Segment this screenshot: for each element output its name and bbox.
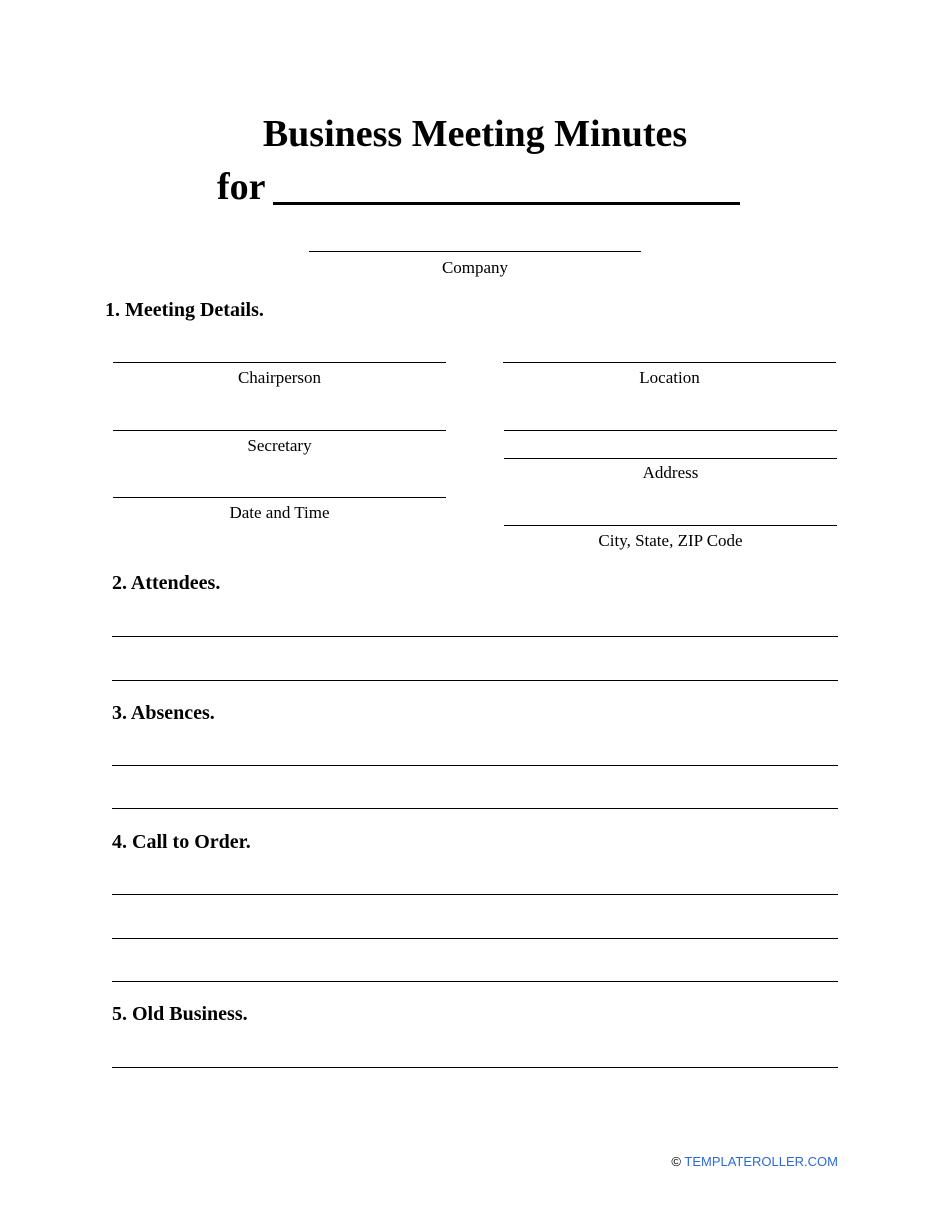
- location-blank[interactable]: [503, 362, 836, 363]
- title-for-word: for: [217, 166, 266, 208]
- company-label: Company: [441, 258, 509, 277]
- call-to-order-line-1[interactable]: [112, 894, 838, 895]
- copyright-symbol: ©: [671, 1154, 681, 1169]
- attendees-line-2[interactable]: [112, 680, 838, 681]
- page-title: Business Meeting Minutes: [262, 113, 688, 155]
- section-heading-old-business: 5. Old Business.: [112, 1003, 248, 1025]
- footer-credit: [671, 1154, 838, 1170]
- date-time-blank[interactable]: [113, 497, 446, 498]
- chairperson-label: Chairperson: [237, 368, 322, 387]
- attendees-line-1[interactable]: [112, 636, 838, 637]
- call-to-order-line-3[interactable]: [112, 981, 838, 982]
- secretary-label: Secretary: [247, 436, 312, 455]
- meeting-subject-blank[interactable]: [273, 202, 740, 205]
- address-label: Address: [642, 463, 699, 482]
- absences-line-1[interactable]: [112, 765, 838, 766]
- section-heading-meeting-details: 1. Meeting Details.: [105, 299, 264, 321]
- call-to-order-line-2[interactable]: [112, 938, 838, 939]
- city-state-zip-blank[interactable]: [504, 525, 837, 526]
- city-state-zip-label: City, State, ZIP Code: [598, 531, 743, 550]
- company-blank[interactable]: [309, 251, 641, 252]
- templateroller-link[interactable]: TEMPLATEROLLER.COM: [684, 1154, 838, 1169]
- section-heading-call-to-order: 4. Call to Order.: [112, 831, 251, 853]
- chairperson-blank[interactable]: [113, 362, 446, 363]
- section-heading-attendees: 2. Attendees.: [112, 572, 221, 594]
- address-line-1-blank[interactable]: [504, 430, 837, 431]
- address-line-2-blank[interactable]: [504, 458, 837, 459]
- secretary-blank[interactable]: [113, 430, 446, 431]
- absences-line-2[interactable]: [112, 808, 838, 809]
- old-business-line-1[interactable]: [112, 1067, 838, 1068]
- date-time-label: Date and Time: [229, 503, 330, 522]
- section-heading-absences: 3. Absences.: [112, 702, 215, 724]
- location-label: Location: [639, 368, 700, 387]
